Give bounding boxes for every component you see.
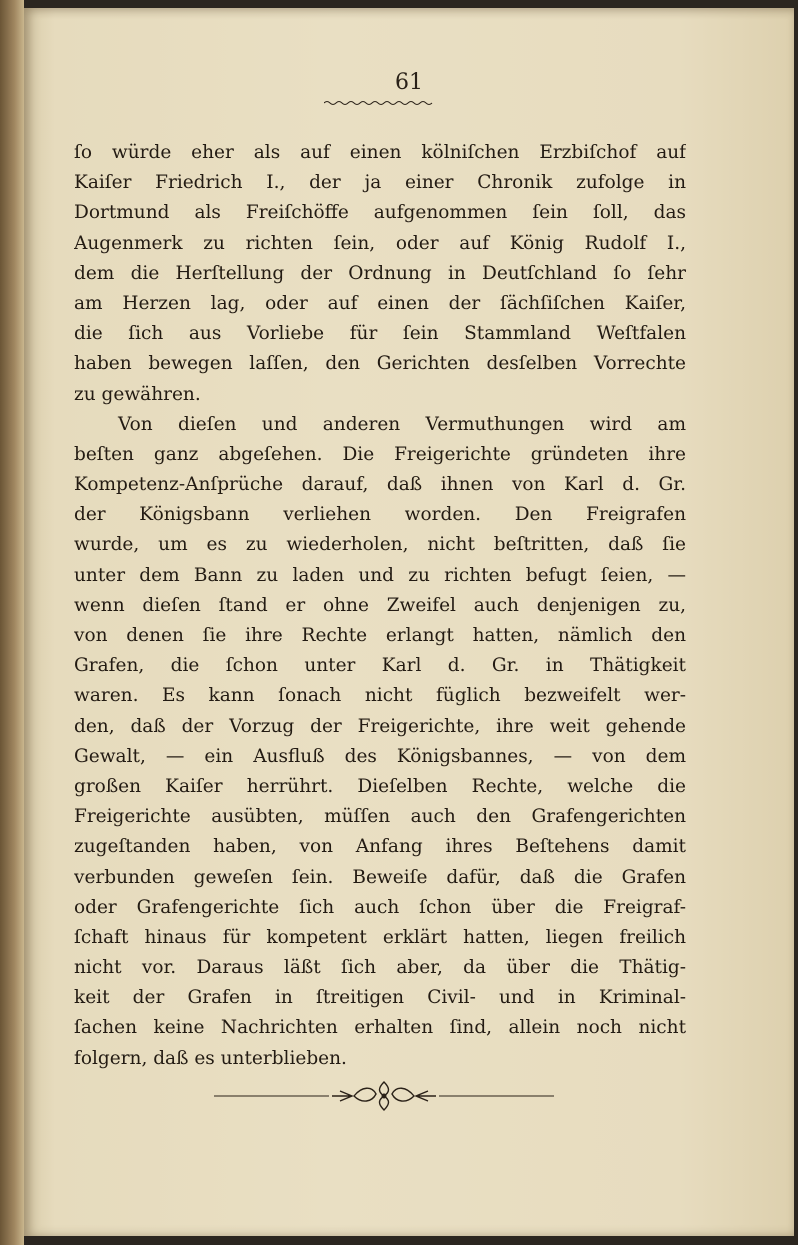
page-number: 61: [395, 70, 423, 95]
text-line: ſo würde eher als auf einen kölniſchen Erzbiſchof auf: [74, 142, 686, 163]
text-line: oder Grafengerichte ſich auch ſchon über die Freigraf-: [74, 896, 686, 918]
floral-divider-icon: [214, 1078, 554, 1114]
text-line: von denen ſie ihre Rechte erlangt hatten, nämlich den: [74, 625, 686, 646]
text-line: Kompetenz-Anſprüche darauf, daß ihnen von Karl d. Gr.: [74, 474, 686, 496]
body-text: [74, 138, 686, 1074]
text-line: wurde, um es zu wiederholen, nicht beſtritten, daß ſie: [74, 534, 686, 556]
text-line: verbunden geweſen ſein. Beweiſe dafür, daß die Grafen: [74, 866, 686, 888]
text-line: haben bewegen laſſen, den Gerichten desſelben Vorrechte: [74, 353, 686, 375]
text-line: folgern, daß es unterblieben.: [74, 1047, 347, 1069]
text-line: großen Kaiſer herrührt. Dieſelben Rechte, welche die: [74, 775, 686, 797]
book-page: [24, 8, 794, 1236]
text-line: Gewalt, — ein Ausfluß des Königsbannes, — von dem: [74, 745, 686, 767]
text-line: ſchaft hinaus für kompetent erklärt hatten, liegen freilich: [74, 926, 686, 948]
text-line: wenn dieſen ſtand er ohne Zweifel auch denjenigen zu,: [74, 594, 686, 616]
page-number-rule: [324, 100, 434, 106]
text-line: Grafen, die ſchon unter Karl d. Gr. in Thätigkeit: [74, 655, 686, 677]
text-line: dem die Herſtellung der Ordnung in Deutſchland ſo ſehr: [74, 262, 686, 284]
text-line: waren. Es kann ſonach nicht füglich bezweifelt wer-: [74, 685, 686, 707]
text-line: zugeſtanden haben, von Anfang ihres Beſtehens damit: [74, 836, 686, 858]
text-line: keit der Grafen in ſtreitigen Civil- und in Kriminal-: [74, 987, 686, 1009]
text-line: Freigerichte ausübten, müſſen auch den Grafengerichten: [74, 806, 686, 828]
text-line: ſachen keine Nachrichten erhalten ſind, allein noch nicht: [74, 1017, 686, 1039]
text-line: unter dem Bann zu laden und zu richten befugt ſeien, —: [74, 564, 686, 586]
book-spine: [0, 0, 24, 1245]
text-line: Von dieſen und anderen Vermuthungen wird am: [118, 413, 686, 435]
text-line: den, daß der Vorzug der Freigerichte, ihre weit gehende: [74, 715, 686, 737]
text-line: beſten ganz abgeſehen. Die Freigerichte gründeten ihre: [74, 443, 686, 465]
text-line: zu gewähren.: [74, 383, 201, 405]
text-line: am Herzen lag, oder auf einen der ſächſiſchen Kaiſer,: [74, 292, 686, 314]
text-line: Kaiſer Friedrich I., der ja einer Chronik zufolge in: [74, 172, 686, 194]
text-line: nicht vor. Daraus läßt ſich aber, da über die Thätig-: [74, 957, 686, 979]
text-line: die ſich aus Vorliebe für ſein Stammland Weſtfalen: [74, 323, 686, 345]
text-line: der Königsbann verliehen worden. Den Freigrafen: [74, 504, 686, 526]
text-line: Augenmerk zu richten ſein, oder auf König Rudolf I.,: [74, 232, 686, 254]
text-line: Dortmund als Freiſchöffe aufgenommen ſein ſoll, das: [74, 202, 686, 224]
